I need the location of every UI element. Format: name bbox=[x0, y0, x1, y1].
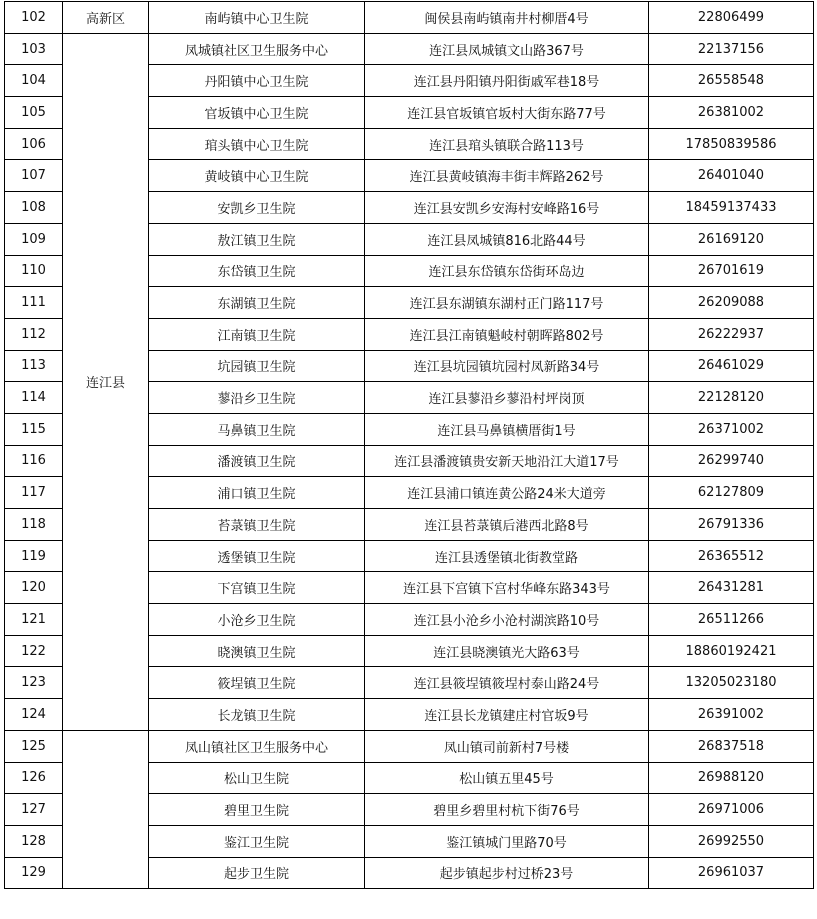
table-row bbox=[5, 2, 814, 34]
row-number: 102 bbox=[5, 2, 63, 34]
row-number: 113 bbox=[5, 350, 63, 382]
address-cell: 碧里乡碧里村杭下街76号 bbox=[365, 794, 649, 826]
phone-cell: 26558548 bbox=[649, 65, 814, 97]
institution-name: 南屿镇中心卫生院 bbox=[149, 2, 365, 34]
address-cell: 连江县凤城镇文山路367号 bbox=[365, 33, 649, 65]
row-number: 128 bbox=[5, 825, 63, 857]
phone-cell: 26401040 bbox=[649, 160, 814, 192]
phone-cell: 26299740 bbox=[649, 445, 814, 477]
row-number: 116 bbox=[5, 445, 63, 477]
address-cell: 连江县官坂镇官坂村大街东路77号 bbox=[365, 97, 649, 129]
row-number: 118 bbox=[5, 509, 63, 541]
address-cell: 连江县晓澳镇光大路63号 bbox=[365, 635, 649, 667]
address-cell: 连江县琯头镇联合路113号 bbox=[365, 128, 649, 160]
institution-name: 敖江镇卫生院 bbox=[149, 223, 365, 255]
institution-name: 下宫镇卫生院 bbox=[149, 572, 365, 604]
phone-cell: 26381002 bbox=[649, 97, 814, 129]
institution-name: 筱埕镇卫生院 bbox=[149, 667, 365, 699]
address-cell: 连江县东湖镇东湖村正门路117号 bbox=[365, 287, 649, 319]
institution-name: 长龙镇卫生院 bbox=[149, 699, 365, 731]
address-cell: 连江县潘渡镇贵安新天地沿江大道17号 bbox=[365, 445, 649, 477]
row-number: 127 bbox=[5, 794, 63, 826]
phone-cell: 26971006 bbox=[649, 794, 814, 826]
phone-cell: 18459137433 bbox=[649, 192, 814, 224]
institution-name: 起步卫生院 bbox=[149, 857, 365, 889]
district-cell: 高新区 bbox=[63, 2, 149, 34]
institution-name: 安凯乡卫生院 bbox=[149, 192, 365, 224]
row-number: 126 bbox=[5, 762, 63, 794]
row-number: 121 bbox=[5, 604, 63, 636]
address-cell: 连江县坑园镇坑园村凤新路34号 bbox=[365, 350, 649, 382]
phone-cell: 26209088 bbox=[649, 287, 814, 319]
phone-cell: 26791336 bbox=[649, 509, 814, 541]
address-cell: 连江县马鼻镇横厝街1号 bbox=[365, 413, 649, 445]
phone-cell: 26222937 bbox=[649, 318, 814, 350]
row-number: 123 bbox=[5, 667, 63, 699]
address-cell: 连江县筱埕镇筱埕村泰山路24号 bbox=[365, 667, 649, 699]
row-number: 115 bbox=[5, 413, 63, 445]
phone-cell: 26169120 bbox=[649, 223, 814, 255]
address-cell: 松山镇五里45号 bbox=[365, 762, 649, 794]
address-cell: 鉴江镇城门里路70号 bbox=[365, 825, 649, 857]
phone-cell: 26961037 bbox=[649, 857, 814, 889]
institution-name: 浦口镇卫生院 bbox=[149, 477, 365, 509]
district-cell bbox=[63, 730, 149, 888]
institution-name: 小沧乡卫生院 bbox=[149, 604, 365, 636]
institution-name: 凤城镇社区卫生服务中心 bbox=[149, 33, 365, 65]
institution-name: 坑园镇卫生院 bbox=[149, 350, 365, 382]
phone-cell: 18860192421 bbox=[649, 635, 814, 667]
address-cell: 连江县浦口镇连黄公路24米大道旁 bbox=[365, 477, 649, 509]
institution-name: 透堡镇卫生院 bbox=[149, 540, 365, 572]
institution-name: 蓼沿乡卫生院 bbox=[149, 382, 365, 414]
row-number: 105 bbox=[5, 97, 63, 129]
row-number: 125 bbox=[5, 730, 63, 762]
row-number: 110 bbox=[5, 255, 63, 287]
row-number: 107 bbox=[5, 160, 63, 192]
address-cell: 连江县黄岐镇海丰街丰辉路262号 bbox=[365, 160, 649, 192]
row-number: 117 bbox=[5, 477, 63, 509]
row-number: 112 bbox=[5, 318, 63, 350]
phone-cell: 26391002 bbox=[649, 699, 814, 731]
institution-name: 凤山镇社区卫生服务中心 bbox=[149, 730, 365, 762]
address-cell: 连江县东岱镇东岱街环岛边 bbox=[365, 255, 649, 287]
row-number: 114 bbox=[5, 382, 63, 414]
address-cell: 连江县丹阳镇丹阳街戚军巷18号 bbox=[365, 65, 649, 97]
address-cell: 连江县江南镇魁岐村朝晖路802号 bbox=[365, 318, 649, 350]
institution-name: 东岱镇卫生院 bbox=[149, 255, 365, 287]
address-cell: 连江县透堡镇北街教堂路 bbox=[365, 540, 649, 572]
row-number: 124 bbox=[5, 699, 63, 731]
address-cell: 连江县安凯乡安海村安峰路16号 bbox=[365, 192, 649, 224]
institution-name: 琯头镇中心卫生院 bbox=[149, 128, 365, 160]
row-number: 111 bbox=[5, 287, 63, 319]
row-number: 106 bbox=[5, 128, 63, 160]
institution-name: 松山卫生院 bbox=[149, 762, 365, 794]
institution-name: 苔菉镇卫生院 bbox=[149, 509, 365, 541]
phone-cell: 26992550 bbox=[649, 825, 814, 857]
table-row bbox=[5, 730, 814, 762]
phone-cell: 13205023180 bbox=[649, 667, 814, 699]
health-center-table bbox=[4, 1, 814, 889]
phone-cell: 26701619 bbox=[649, 255, 814, 287]
address-cell: 连江县下宫镇下宫村华峰东路343号 bbox=[365, 572, 649, 604]
row-number: 119 bbox=[5, 540, 63, 572]
phone-cell: 22128120 bbox=[649, 382, 814, 414]
address-cell: 连江县小沧乡小沧村湖滨路10号 bbox=[365, 604, 649, 636]
institution-name: 碧里卫生院 bbox=[149, 794, 365, 826]
institution-name: 鉴江卫生院 bbox=[149, 825, 365, 857]
row-number: 108 bbox=[5, 192, 63, 224]
institution-name: 江南镇卫生院 bbox=[149, 318, 365, 350]
institution-name: 丹阳镇中心卫生院 bbox=[149, 65, 365, 97]
phone-cell: 22806499 bbox=[649, 2, 814, 34]
table-row bbox=[5, 33, 814, 65]
phone-cell: 26461029 bbox=[649, 350, 814, 382]
address-cell: 连江县长龙镇建庄村官坂9号 bbox=[365, 699, 649, 731]
address-cell: 闽侯县南屿镇南井村柳厝4号 bbox=[365, 2, 649, 34]
row-number: 103 bbox=[5, 33, 63, 65]
address-cell: 连江县凤城镇816北路44号 bbox=[365, 223, 649, 255]
address-cell: 连江县蓼沿乡蓼沿村坪岗顶 bbox=[365, 382, 649, 414]
phone-cell: 26988120 bbox=[649, 762, 814, 794]
address-cell: 连江县苔菉镇后港西北路8号 bbox=[365, 509, 649, 541]
institution-name: 黄岐镇中心卫生院 bbox=[149, 160, 365, 192]
phone-cell: 26511266 bbox=[649, 604, 814, 636]
phone-cell: 26365512 bbox=[649, 540, 814, 572]
row-number: 109 bbox=[5, 223, 63, 255]
row-number: 129 bbox=[5, 857, 63, 889]
institution-name: 官坂镇中心卫生院 bbox=[149, 97, 365, 129]
address-cell: 起步镇起步村过桥23号 bbox=[365, 857, 649, 889]
row-number: 122 bbox=[5, 635, 63, 667]
phone-cell: 17850839586 bbox=[649, 128, 814, 160]
phone-cell: 22137156 bbox=[649, 33, 814, 65]
address-cell: 凤山镇司前新村7号楼 bbox=[365, 730, 649, 762]
institution-name: 潘渡镇卫生院 bbox=[149, 445, 365, 477]
district-cell: 连江县 bbox=[63, 33, 149, 730]
institution-name: 晓澳镇卫生院 bbox=[149, 635, 365, 667]
phone-cell: 26837518 bbox=[649, 730, 814, 762]
institution-name: 马鼻镇卫生院 bbox=[149, 413, 365, 445]
phone-cell: 26431281 bbox=[649, 572, 814, 604]
phone-cell: 26371002 bbox=[649, 413, 814, 445]
row-number: 104 bbox=[5, 65, 63, 97]
phone-cell: 62127809 bbox=[649, 477, 814, 509]
row-number: 120 bbox=[5, 572, 63, 604]
institution-name: 东湖镇卫生院 bbox=[149, 287, 365, 319]
